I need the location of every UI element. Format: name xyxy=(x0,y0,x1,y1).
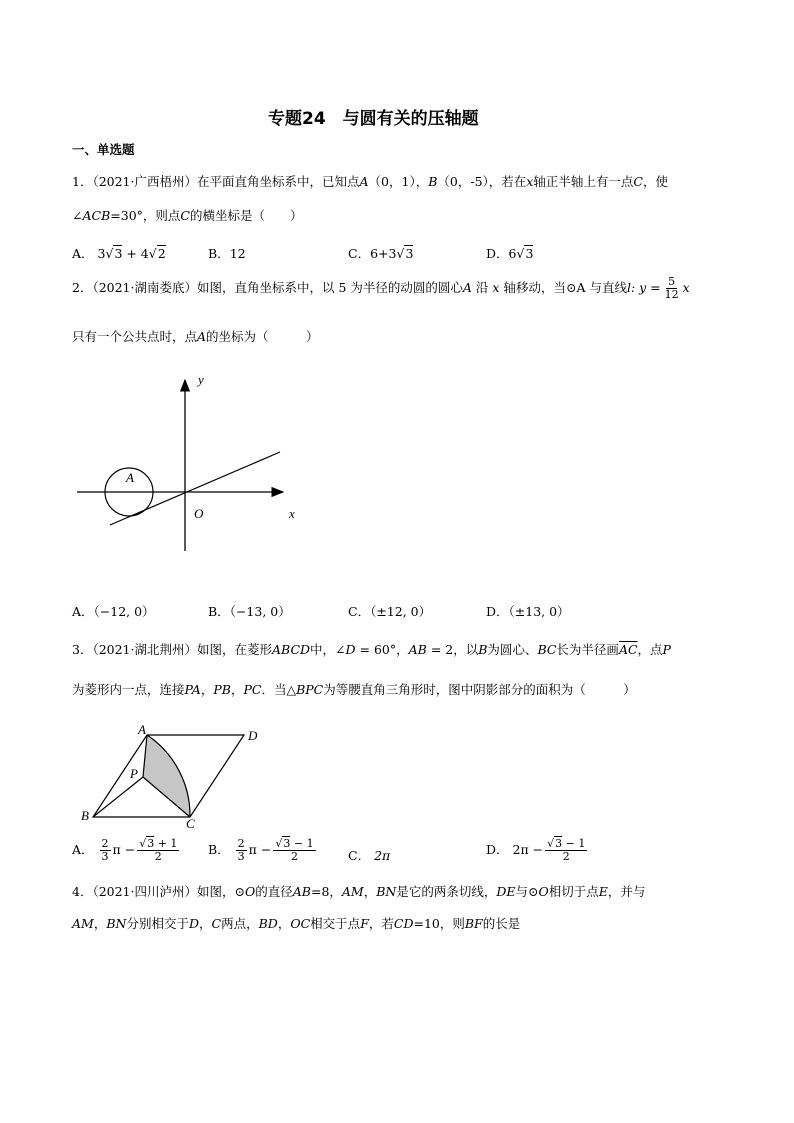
shaded-region xyxy=(143,735,190,817)
q3-figure xyxy=(76,720,266,832)
label-d: D xyxy=(248,728,258,743)
question-2-line-1: 2．（2021·湖南娄底）如图，直角坐标系中，以 5 为半径的动圆的圆心A 沿 x 轴移动，当⊙A 与直线l: y = $\frac{5}{12}$ x xyxy=(72,275,690,301)
label-c: C xyxy=(186,816,195,831)
q1-option-d[interactable]: D．6√3 xyxy=(486,246,534,261)
label-a: A xyxy=(138,722,146,737)
label-p: P xyxy=(130,766,138,781)
q2-option-c[interactable]: C．（±12, 0） xyxy=(348,604,432,619)
page-title: 专题24 与圆有关的压轴题 xyxy=(268,109,479,129)
q1-option-a[interactable]: A． 3√3 + 4√2 xyxy=(72,246,166,261)
q3-option-c[interactable]: C． 2π xyxy=(348,848,391,863)
question-3-line-1: 3．（2021·湖北荆州）如图，在菱形ABCD中，∠D = 60°，AB = 2，以B为圆心、BC长为半径画$\overline{AC}$，点P xyxy=(72,642,671,657)
label-b: B xyxy=(81,808,89,823)
label-o: O xyxy=(194,506,204,521)
question-1-line-1: 1．（2021·广西梧州）在平面直角坐标系中，已知点A（0，1），B（0，-5），若在x轴正半轴上有一点C，使 xyxy=(72,174,668,189)
question-3-line-2: 为菱形内一点，连接PA，PB，PC．当△BPC为等腰直角三角形时，图中阴影部分的面积为（ ） xyxy=(72,682,636,697)
slope-fraction: $\frac{5}{12}$ xyxy=(664,275,679,301)
q1-option-c[interactable]: C．6+3√3 xyxy=(348,246,414,261)
q2-figure xyxy=(72,364,312,559)
section-heading: 一、单选题 xyxy=(72,142,135,157)
q3-option-b[interactable]: B． $\frac{2}{3}$ π − $\frac{√3 - 1}{2}$ xyxy=(208,837,314,863)
label-y: y xyxy=(198,372,204,387)
q2-option-b[interactable]: B．（−13, 0） xyxy=(208,604,291,619)
label-x: x xyxy=(289,506,295,521)
q2-option-a[interactable]: A．（−12, 0） xyxy=(72,604,155,619)
q1-option-b[interactable]: B．12 xyxy=(208,246,246,261)
segment-pb xyxy=(93,777,143,817)
q2-option-d[interactable]: D．（±13, 0） xyxy=(486,604,570,619)
question-4-line-2: AM，BN分别相交于D，C两点，BD，OC相交于点F，若CD=10，则BF的长是 xyxy=(72,916,521,931)
label-a: A xyxy=(126,470,134,485)
question-2-line-2: 只有一个公共点时，点A的坐标为（ ） xyxy=(72,329,319,344)
question-4-line-1: 4．（2021·四川泸州）如图，⊙O的直径AB=8，AM，BN是它的两条切线，DE与⊙O相切于点E，并与 xyxy=(72,884,646,899)
q3-option-a[interactable]: A． $\frac{2}{3}$ π − $\frac{√3 + 1}{2}$ xyxy=(72,837,178,863)
question-1-line-2: ∠ACB=30°，则点C的横坐标是（ ） xyxy=(72,208,303,223)
q3-option-d[interactable]: D． 2π − $\frac{√3 - 1}{2}$ xyxy=(486,837,586,863)
